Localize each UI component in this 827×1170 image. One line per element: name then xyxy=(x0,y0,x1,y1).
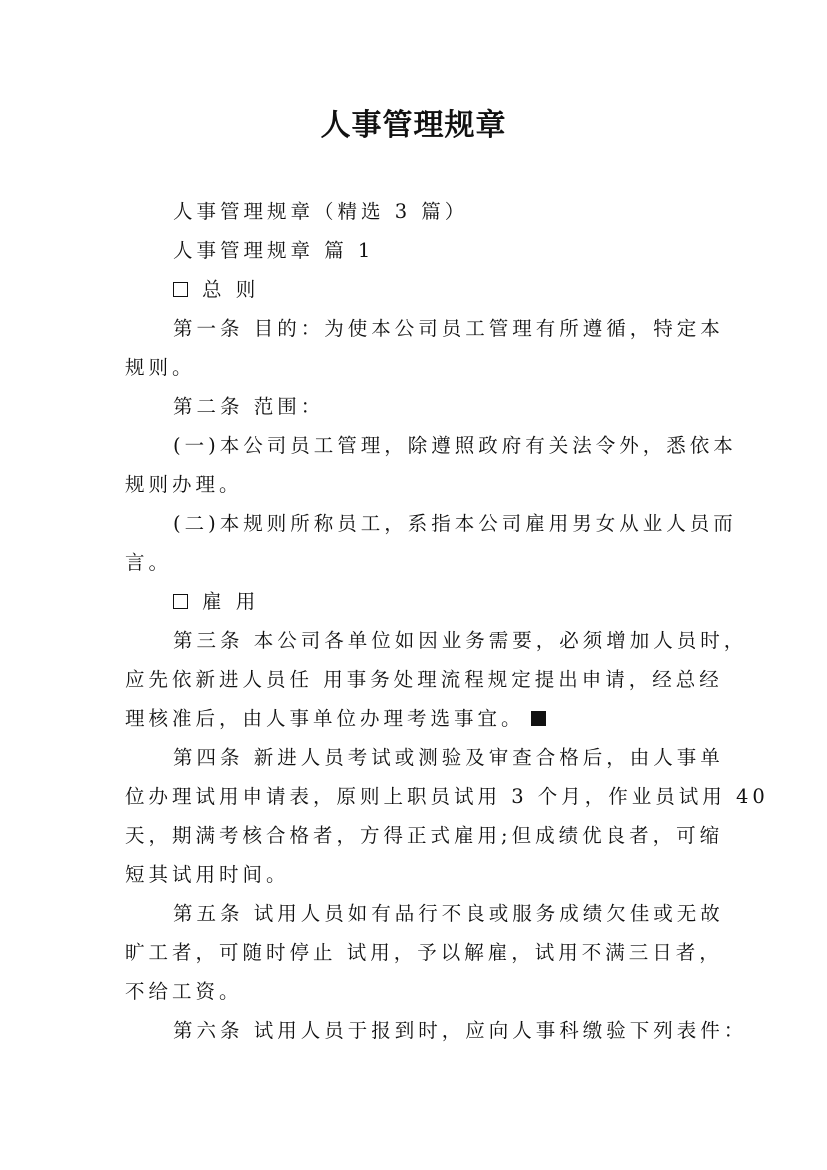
paragraph-line: 短其试用时间。 xyxy=(125,863,290,886)
paragraph-line: 旷工者，可随时停止 试用，予以解雇，试用不满三日者， xyxy=(125,941,723,964)
paragraph-line: 应先依新进人员任 用事务处理流程规定提出申请，经总经 xyxy=(125,668,723,691)
paragraph-line: 天，期满考核合格者，方得正式雇用;但成绩优良者，可缩 xyxy=(125,824,724,847)
black-square-icon xyxy=(531,711,546,726)
paragraph-line: 规则办理。 xyxy=(125,473,243,496)
paragraph-line: (二)本规则所称员工，系指本公司雇用男女从业人员而 xyxy=(173,512,737,535)
checkbox-square-icon xyxy=(173,594,188,609)
paragraph-line: 第四条 新进人员考试或测验及审查合格后，由人事单 xyxy=(173,746,724,769)
paragraph-line: 言。 xyxy=(125,551,173,574)
paragraph-line xyxy=(125,709,715,729)
paragraph-text: 理核准后，由人事单位办理考选事宜。 xyxy=(125,707,525,730)
chapter-heading-general xyxy=(125,280,763,300)
subtitle-line: 人事管理规章（精选 3 篇） xyxy=(173,200,469,223)
paragraph-line: 第一条 目的：为使本公司员工管理有所遵循，特定本 xyxy=(173,317,724,340)
paragraph-line: 第五条 试用人员如有品行不良或服务成绩欠佳或无故 xyxy=(173,902,724,925)
paragraph-line: 位办理试用申请表，原则上职员试用 3 个月，作业员试用 40 xyxy=(125,785,769,808)
paragraph-line: 规则。 xyxy=(125,356,196,379)
paragraph-line: 第三条 本公司各单位如因业务需要，必须增加人员时， xyxy=(173,629,748,652)
paragraph-line: 第二条 范围： xyxy=(173,395,325,418)
document-title: 人事管理规章 xyxy=(320,108,507,143)
chapter-heading-hiring xyxy=(125,592,763,612)
section-heading: 人事管理规章 篇 1 xyxy=(173,239,375,262)
paragraph-line: 不给工资。 xyxy=(125,980,243,1003)
checkbox-square-icon xyxy=(173,282,188,297)
chapter-label: 总 则 xyxy=(202,278,260,301)
chapter-label: 雇 用 xyxy=(202,590,260,613)
paragraph-line: 第六条 试用人员于报到时，应向人事科缴验下列表件： xyxy=(173,1019,748,1042)
paragraph-line: (一)本公司员工管理，除遵照政府有关法令外，悉依本 xyxy=(173,434,737,457)
